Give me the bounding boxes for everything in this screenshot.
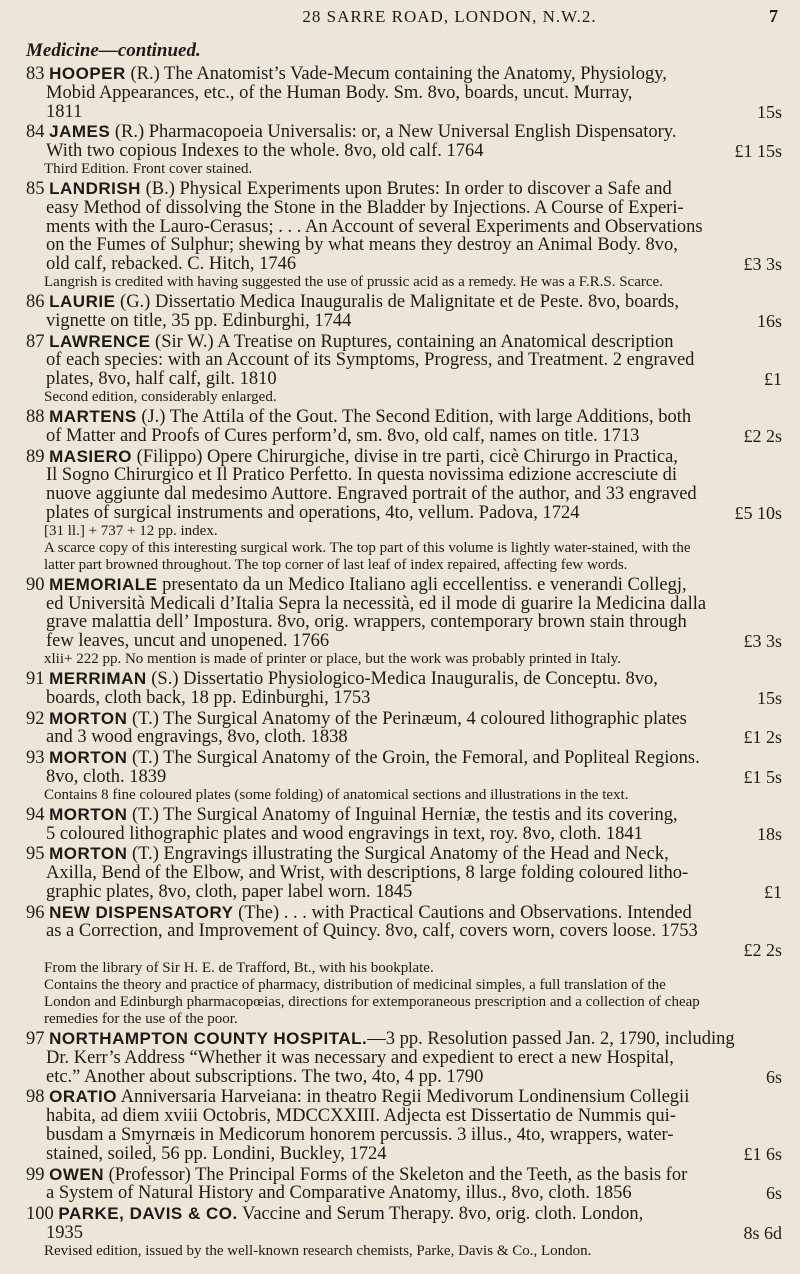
entry-text: stained, soiled, 56 pp. Londini, Buckley, 1724 <box>46 1143 387 1164</box>
entry-number: 92 <box>26 708 45 729</box>
entry-number: 98 <box>26 1087 45 1108</box>
entry-line-text-group <box>46 1106 676 1126</box>
entry-line-text-group <box>46 768 166 787</box>
entry-text: Mobid Appearances, etc., of the Human Body. Sm. 8vo, boards, uncut. Murray, <box>46 82 633 103</box>
entry-line <box>26 1049 786 1068</box>
entry-line-text-group <box>46 728 348 747</box>
entry-text: (G.) Dissertatio Medica Inauguralis de Malignitate et de Peste. 8vo, boards, <box>115 291 679 312</box>
catalogue-entry <box>26 1088 786 1165</box>
entry-line <box>26 613 786 632</box>
entry-text: nuove aggiunte dal medesimo Auttore. Engraved portrait of the author, and 33 engraved <box>46 484 697 505</box>
entry-number: 89 <box>26 446 45 467</box>
catalogue-entry <box>26 806 786 846</box>
entry-line <box>26 1107 786 1126</box>
entry-price: £1 15s <box>734 141 782 162</box>
entry-text: (T.) The Surgical Anatomy of the Perinæum, 4 coloured lithographic plates <box>127 708 687 729</box>
catalogue-entry <box>26 408 786 448</box>
entry-spacer <box>26 1260 786 1262</box>
entry-note: Contains the theory and practice of pharmacy, distribution of medicinal simples, a full translation of the <box>44 977 666 994</box>
entry-note: Contains 8 fine coloured plates (some folding) of anatomical sections and illustrations in the text. <box>44 786 629 803</box>
entry-line <box>26 825 786 844</box>
entry-text: as a Correction, and Improvement of Quincy. 8vo, calf, covers worn, covers loose. 1753 <box>46 921 698 942</box>
entry-line-text-group <box>26 805 678 825</box>
entry-line-text-group <box>46 83 632 103</box>
entry-price: £1 <box>764 369 782 390</box>
entry-text: 8vo, cloth. 1839 <box>46 766 167 787</box>
entry-line <box>26 370 786 389</box>
entry-price: 18s <box>756 823 782 844</box>
entry-text: ments with the Lauro-Cerasus; . . . An Account of several Experiments and Observations <box>46 216 703 237</box>
entry-line-text-group <box>26 844 669 864</box>
entry-number: 97 <box>26 1029 45 1050</box>
entry-price: £5 10s <box>734 502 782 523</box>
entry-line-text-group <box>26 575 687 595</box>
entry-line <box>26 728 786 747</box>
entry-line-text-group <box>26 1087 689 1107</box>
entry-line-text-group <box>46 863 688 883</box>
entry-author: HOOPER <box>49 64 126 83</box>
entry-line-text-group <box>46 465 677 485</box>
entry-price: £2 2s <box>743 425 782 446</box>
entry-line <box>26 504 786 523</box>
entry-number: 99 <box>26 1164 45 1185</box>
entry-price: £1 6s <box>743 1143 782 1164</box>
catalogue-entry <box>26 293 786 333</box>
entry-line <box>26 312 786 331</box>
catalogue-entry <box>26 448 786 576</box>
entry-line-text-group <box>46 198 684 218</box>
entry-line <box>26 351 786 370</box>
entry-line <box>26 408 786 427</box>
entry-text: few leaves, uncut and unopened. 1766 <box>46 631 330 652</box>
entry-text: vignette on title, 35 pp. Edinburghi, 1744 <box>46 310 352 331</box>
entry-line <box>26 1166 786 1185</box>
entry-line <box>26 427 786 446</box>
entry-text: easy Method of dissolving the Stone in the Bladder by Injections. A Course of Experi- <box>46 197 684 218</box>
entry-text: grave malattia dell’ Impostura. 8vo, orig. wrappers, contemporary brown stain through <box>46 612 687 633</box>
entry-number: 86 <box>26 291 45 312</box>
entry-line <box>26 466 786 485</box>
entry-line-text-group <box>26 669 658 689</box>
entry-line-text-group <box>46 370 277 389</box>
entry-line-text-group <box>46 1068 483 1087</box>
catalogue-entry <box>26 845 786 903</box>
entry-text: and 3 wood engravings, 8vo, cloth. 1838 <box>46 727 348 748</box>
entry-text: etc.” Another about subscriptions. The two, 4to, 4 pp. 1790 <box>46 1066 484 1087</box>
entry-note: London and Edinburgh pharmacopœias, directions for extemporaneous prescription and a collection of cheap <box>44 994 700 1011</box>
entry-line-text-group <box>26 1029 735 1049</box>
catalogue-entry <box>26 123 786 180</box>
entry-line-text-group <box>46 1048 674 1068</box>
entry-line <box>26 485 786 504</box>
entry-number: 93 <box>26 748 45 769</box>
entry-line <box>26 293 786 312</box>
entry-text: (J.) The Attila of the Gout. The Second Edition, with large Additions, both <box>136 406 692 427</box>
entry-line <box>26 768 786 787</box>
entry-text: (Filippo) Opere Chirurgiche, divise in tre parti, cicè Chirurgo in Practica, <box>131 446 678 467</box>
entry-text: (S.) Dissertatio Physiologico-Medica Inauguralis, de Conceptu. 8vo, <box>146 668 658 689</box>
entry-author: LANDRISH <box>49 178 141 198</box>
catalogue-entry <box>26 180 786 293</box>
entry-line-text-group <box>46 1184 632 1203</box>
entry-line-text-group <box>26 903 692 923</box>
entry-text: 1935 <box>46 1223 83 1244</box>
catalogue-entry <box>26 576 786 670</box>
entry-text: (The) . . . with Practical Cautions and Observations. Intended <box>233 902 692 923</box>
entry-text: 1811 <box>46 101 83 122</box>
entry-line-text-group <box>46 484 697 504</box>
entry-text: ed Università Medicali d’Italia Sepra la necessità, ed il mode di guarire la Medicina dalla <box>46 593 707 614</box>
entry-line-text-group <box>26 1165 687 1185</box>
entry-text: on the Fumes of Sulphur; shewing by what means they destroy an Animal Body. 8vo, <box>46 235 678 256</box>
catalogue-entry <box>26 904 786 1030</box>
entry-line <box>26 1145 786 1164</box>
entry-author: LAWRENCE <box>49 331 151 351</box>
entry-text: 5 coloured lithographic plates and wood engravings in text, roy. 8vo, cloth. 1841 <box>46 823 643 844</box>
entry-line <box>26 595 786 614</box>
entry-price: 15s <box>756 101 782 122</box>
entry-line-text-group <box>26 64 667 84</box>
entry-line <box>26 806 786 825</box>
entry-line-text-group <box>46 142 484 161</box>
entry-number: 88 <box>26 406 45 427</box>
entry-line <box>26 670 786 689</box>
entry-line <box>26 1068 786 1087</box>
entry-line-text-group <box>26 748 700 768</box>
entry-price: £3 3s <box>743 254 782 275</box>
entry-line <box>26 904 786 923</box>
entry-number: 100 <box>26 1204 54 1225</box>
entry-author: MORTON <box>49 708 128 728</box>
entry-text: of each species: with an Account of its Symptoms, Progress, and Treatment. 2 engraved <box>46 350 695 371</box>
entry-number: 85 <box>26 178 45 199</box>
entry-line-text-group <box>46 612 687 632</box>
entry-line-text-group <box>46 1125 674 1145</box>
entry-line <box>26 576 786 595</box>
entry-line <box>26 1205 786 1224</box>
entry-text: (Professor) The Principal Forms of the Skeleton and the Teeth, as the basis for <box>104 1164 688 1185</box>
entry-line <box>26 123 786 142</box>
entry-line-text-group <box>46 235 678 255</box>
entry-text: boards, cloth back, 18 pp. Edinburghi, 1753 <box>46 687 371 708</box>
catalogue-entry <box>26 710 786 750</box>
entry-text: With two copious Indexes to the whole. 8vo, old calf. 1764 <box>46 141 484 162</box>
catalogue-entry <box>26 670 786 710</box>
page-number: 7 <box>769 6 778 26</box>
entry-text: (R.) Pharmacopoeia Universalis: or, a New Universal English Dispensatory. <box>110 122 677 143</box>
entry-line-text-group <box>46 689 370 708</box>
entry-line <box>26 632 786 651</box>
entry-line-text-group <box>26 407 691 427</box>
entry-line <box>26 1224 786 1243</box>
entry-author: MEMORIALE <box>49 574 158 594</box>
entry-number: 90 <box>26 574 45 595</box>
entry-note: Langrish is credited with having suggested the use of prussic acid as a remedy. He was a F.R.S. Scarce. <box>44 273 663 290</box>
entry-text: habita, ad diem xviii Octobris, MDCCXXIII. Adjecta est Dissertatio de Nummis qui- <box>46 1106 676 1127</box>
entry-line-text-group <box>46 632 329 651</box>
catalogue-entry <box>26 1166 786 1206</box>
entry-line-text-group <box>26 447 678 467</box>
entry-line <box>26 65 786 84</box>
entry-text: a System of Natural History and Comparative Anatomy, illus., 8vo, cloth. 1856 <box>46 1183 632 1204</box>
entry-line-text-group <box>46 825 643 844</box>
entry-text: (Sir W.) A Treatise on Ruptures, containing an Anatomical description <box>150 331 674 352</box>
entry-line <box>26 218 786 237</box>
entry-text: Dr. Kerr’s Address “Whether it was necessary and expedient to erect a new Hospital, <box>46 1047 674 1068</box>
entry-price: £3 3s <box>743 631 782 652</box>
entry-line-text-group <box>46 1145 387 1164</box>
entry-number: 94 <box>26 804 45 825</box>
entry-line <box>26 84 786 103</box>
entry-text: plates, 8vo, half calf, gilt. 1810 <box>46 369 277 390</box>
entry-note: From the library of Sir H. E. de Trafford, Bt., with his bookplate. <box>44 960 434 977</box>
entry-line <box>26 448 786 467</box>
entry-price: 15s <box>756 687 782 708</box>
entry-price: 16s <box>756 310 782 331</box>
entry-author: ORATIO <box>49 1087 117 1107</box>
entry-number: 87 <box>26 331 45 352</box>
entry-line-text-group <box>46 594 706 614</box>
entry-line-text-group <box>46 883 412 902</box>
entry-line-text-group <box>46 103 82 122</box>
entry-price: 6s <box>765 1066 782 1087</box>
entry-line-text-group <box>26 179 672 199</box>
entry-line-text-group <box>26 709 687 729</box>
entries-list <box>20 65 786 1262</box>
entry-note: latter part browned throughout. The top corner of last leaf of index repaired, affecting few words. <box>44 556 628 573</box>
entry-line-text-group <box>46 1224 83 1243</box>
entry-text: (T.) The Surgical Anatomy of Inguinal Herniæ, the testis and its covering, <box>127 804 678 825</box>
entry-price: £1 2s <box>743 727 782 748</box>
entry-line <box>26 142 786 161</box>
catalogue-entry <box>26 749 786 806</box>
entry-note: xlii+ 222 pp. No mention is made of printer or place, but the work was probably printed in Italy. <box>44 650 621 667</box>
entry-line <box>26 864 786 883</box>
catalogue-entry <box>26 65 786 123</box>
entry-text: of Matter and Proofs of Cures perform’d, sm. 8vo, old calf, names on title. 1713 <box>46 425 640 446</box>
entry-line-text-group <box>46 350 694 370</box>
entry-line <box>26 749 786 768</box>
entry-line <box>26 333 786 352</box>
section-title: Medicine—continued. <box>26 40 201 61</box>
entry-author: MORTON <box>49 804 128 824</box>
catalogue-entry <box>26 1205 786 1262</box>
entry-price: £1 <box>764 881 782 902</box>
entry-number: 96 <box>26 902 45 923</box>
entry-line-text-group <box>46 504 580 523</box>
entry-note: A scarce copy of this interesting surgical work. The top part of this volume is lightly water-stained, with the <box>44 539 691 556</box>
entry-line <box>26 1088 786 1107</box>
entry-line <box>26 255 786 274</box>
entry-line-text-group <box>46 217 703 237</box>
entry-line <box>26 103 786 122</box>
entry-line-text-group <box>26 122 677 142</box>
entry-line <box>26 883 786 902</box>
entry-text: presentato da un Medico Italiano agli eccellentiss. e venerandi Collegj, <box>157 574 687 595</box>
entry-line <box>26 922 786 941</box>
entry-text: old calf, rebacked. C. Hitch, 1746 <box>46 254 297 275</box>
entry-note: [31 ll.] + 737 + 12 pp. index. <box>44 522 218 539</box>
entry-text: Il Sogno Chirurgico et Il Pratico Perfetto. In questa novissima edizione accresciute di <box>46 465 678 486</box>
entry-text: plates of surgical instruments and operations, 4to, vellum. Padova, 1724 <box>46 502 580 523</box>
entry-author: MASIERO <box>49 446 132 466</box>
catalogue-entry <box>26 1030 786 1088</box>
entry-author: MORTON <box>49 748 128 768</box>
entry-author: OWEN <box>49 1164 105 1184</box>
entry-number: 83 <box>26 64 45 84</box>
entry-line <box>26 1030 786 1049</box>
entry-text: graphic plates, 8vo, cloth, paper label worn. 1845 <box>46 881 413 902</box>
entry-text: (R.) The Anatomist’s Vade-Mecum containing the Anatomy, Physiology, <box>125 64 667 84</box>
entry-line <box>26 180 786 199</box>
entry-text: (B.) Physical Experiments upon Brutes: In order to discover a Safe and <box>140 178 672 199</box>
catalogue-entry <box>26 333 786 408</box>
entry-line <box>26 845 786 864</box>
entry-price: £2 2s <box>743 940 782 961</box>
entry-line-text-group <box>26 332 674 352</box>
entry-text: Vaccine and Serum Therapy. 8vo, orig. cloth. London, <box>237 1204 644 1225</box>
entry-author: MERRIMAN <box>49 668 147 688</box>
entry-note: Third Edition. Front cover stained. <box>44 160 253 177</box>
entry-line-text-group <box>46 427 639 446</box>
entry-author: NEW DISPENSATORY <box>49 902 234 922</box>
entry-line-text-group <box>46 312 351 331</box>
entry-line-text-group <box>46 921 698 941</box>
entry-note: Second edition, considerably enlarged. <box>44 388 277 405</box>
entry-number: 91 <box>26 668 45 689</box>
entry-text: Anniversaria Harveiana: in theatro Regii Medivorum Londinensium Collegii <box>116 1087 690 1108</box>
entry-author: PARKE, DAVIS & CO. <box>58 1204 238 1224</box>
entry-line <box>26 1184 786 1203</box>
entry-note: remedies for the use of the poor. <box>44 1011 238 1028</box>
entry-number: 95 <box>26 844 45 865</box>
entry-line <box>26 236 786 255</box>
entry-line-text-group <box>26 1204 643 1224</box>
entry-author: MARTENS <box>49 406 137 426</box>
entry-text: Axilla, Bend of the Elbow, and Wrist, with descriptions, 8 large folding coloured litho- <box>46 863 689 884</box>
running-head-address: 28 SARRE ROAD, LONDON, N.W.2. <box>302 7 597 26</box>
entry-line-text-group <box>26 292 679 312</box>
entry-text: (T.) Engravings illustrating the Surgical Anatomy of the Head and Neck, <box>127 844 669 865</box>
entry-line <box>26 689 786 708</box>
entry-price: £1 5s <box>743 766 782 787</box>
entry-text: (T.) The Surgical Anatomy of the Groin, the Femoral, and Popliteal Regions. <box>127 748 700 769</box>
entry-text: busdam a Smyrnæis in Medicorum honorem percussis. 3 illus., 4to, wrappers, water- <box>46 1125 674 1146</box>
entry-author: MORTON <box>49 844 128 864</box>
entry-line-text-group <box>46 255 296 274</box>
entry-line <box>26 199 786 218</box>
entry-author: NORTHAMPTON COUNTY HOSPITAL. <box>49 1029 368 1049</box>
entry-note: Revised edition, issued by the well-known research chemists, Parke, Davis & Co., London. <box>44 1242 592 1259</box>
entry-line <box>26 941 786 960</box>
entry-author: LAURIE <box>49 291 116 311</box>
entry-price: 6s <box>765 1183 782 1204</box>
entry-price: 8s 6d <box>743 1223 782 1244</box>
running-head <box>20 6 786 36</box>
entry-line <box>26 1126 786 1145</box>
entry-text: —3 pp. Resolution passed Jan. 2, 1790, including <box>367 1029 735 1050</box>
entry-author: JAMES <box>49 122 111 142</box>
entry-number: 84 <box>26 122 45 143</box>
entry-line <box>26 710 786 729</box>
